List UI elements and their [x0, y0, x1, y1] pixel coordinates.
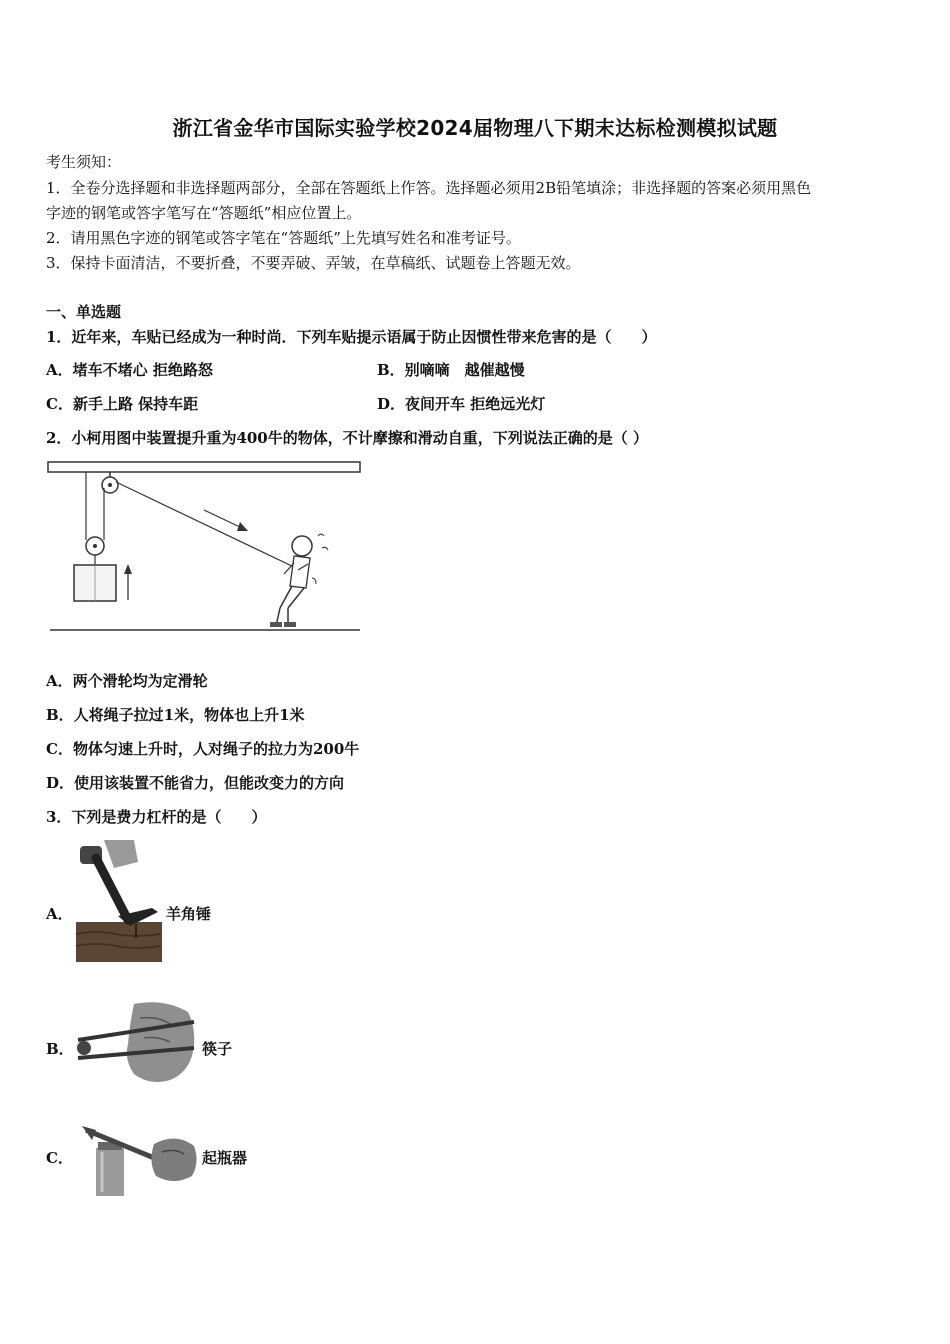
- question-1-option-a: A．堵车不堵心 拒绝路怒: [46, 361, 213, 379]
- chopsticks-image: [74, 998, 200, 1086]
- page-title: 浙江省金华市国际实验学校2024届物理八下期末达标检测模拟试题: [172, 116, 778, 140]
- claw-hammer-image: [74, 838, 164, 966]
- question-2-option-d: D．使用该装置不能省力，但能改变力的方向: [46, 774, 345, 792]
- notice-item-1-line-2: 字迹的钢笔或答字笔写在“答题纸”相应位置上。: [46, 204, 362, 222]
- question-2-stem: 2．小柯用图中装置提升重为400牛的物体，不计摩擦和滑动自重，下列说法正确的是（ ）: [46, 429, 648, 447]
- question-3-stem: 3．下列是费力杠杆的是（ ）: [46, 808, 267, 826]
- question-3-option-c-letter: C．: [46, 1149, 73, 1167]
- notice-item-2: 2．请用黑色字迹的钢笔或答字笔在“答题纸”上先填写姓名和准考证号。: [46, 229, 521, 247]
- question-3-option-a-caption: 羊角锤: [166, 905, 212, 923]
- question-1-option-b: B．别嘀嘀 越催越慢: [377, 361, 525, 379]
- question-3-option-c-caption: 起瓶器: [202, 1149, 248, 1167]
- question-2-option-c: C．物体匀速上升时，人对绳子的拉力为200牛: [46, 740, 360, 758]
- question-2-option-a: A．两个滑轮均为定滑轮: [46, 672, 208, 690]
- section-heading: 一、单选题: [46, 303, 122, 321]
- notice-heading: 考生须知：: [46, 153, 122, 171]
- question-1-stem: 1．近年来，车贴已经成为一种时尚．下列车贴提示语属于防止因惯性带来危害的是（ ）: [46, 328, 657, 346]
- notice-item-3: 3．保持卡面清洁，不要折叠，不要弄破、弄皱，在草稿纸、试题卷上答题无效。: [46, 254, 581, 272]
- question-3-option-b-letter: B．: [46, 1040, 74, 1058]
- question-1-option-d: D．夜间开车 拒绝远光灯: [377, 395, 546, 413]
- notice-item-1-line-1: 1．全卷分选择题和非选择题两部分，全部在答题纸上作答。选择题必须用2B铅笔填涂；非选择题的答案必须用黑色: [46, 179, 812, 197]
- question-3-option-a-letter: A．: [46, 905, 73, 923]
- question-2-option-b: B．人将绳子拉过1米，物体也上升1米: [46, 706, 305, 724]
- question-3-option-b-caption: 筷子: [202, 1040, 233, 1058]
- pulley-figure: [44, 458, 364, 638]
- bottle-opener-image: [78, 1122, 200, 1196]
- question-1-option-c: C．新手上路 保持车距: [46, 395, 199, 413]
